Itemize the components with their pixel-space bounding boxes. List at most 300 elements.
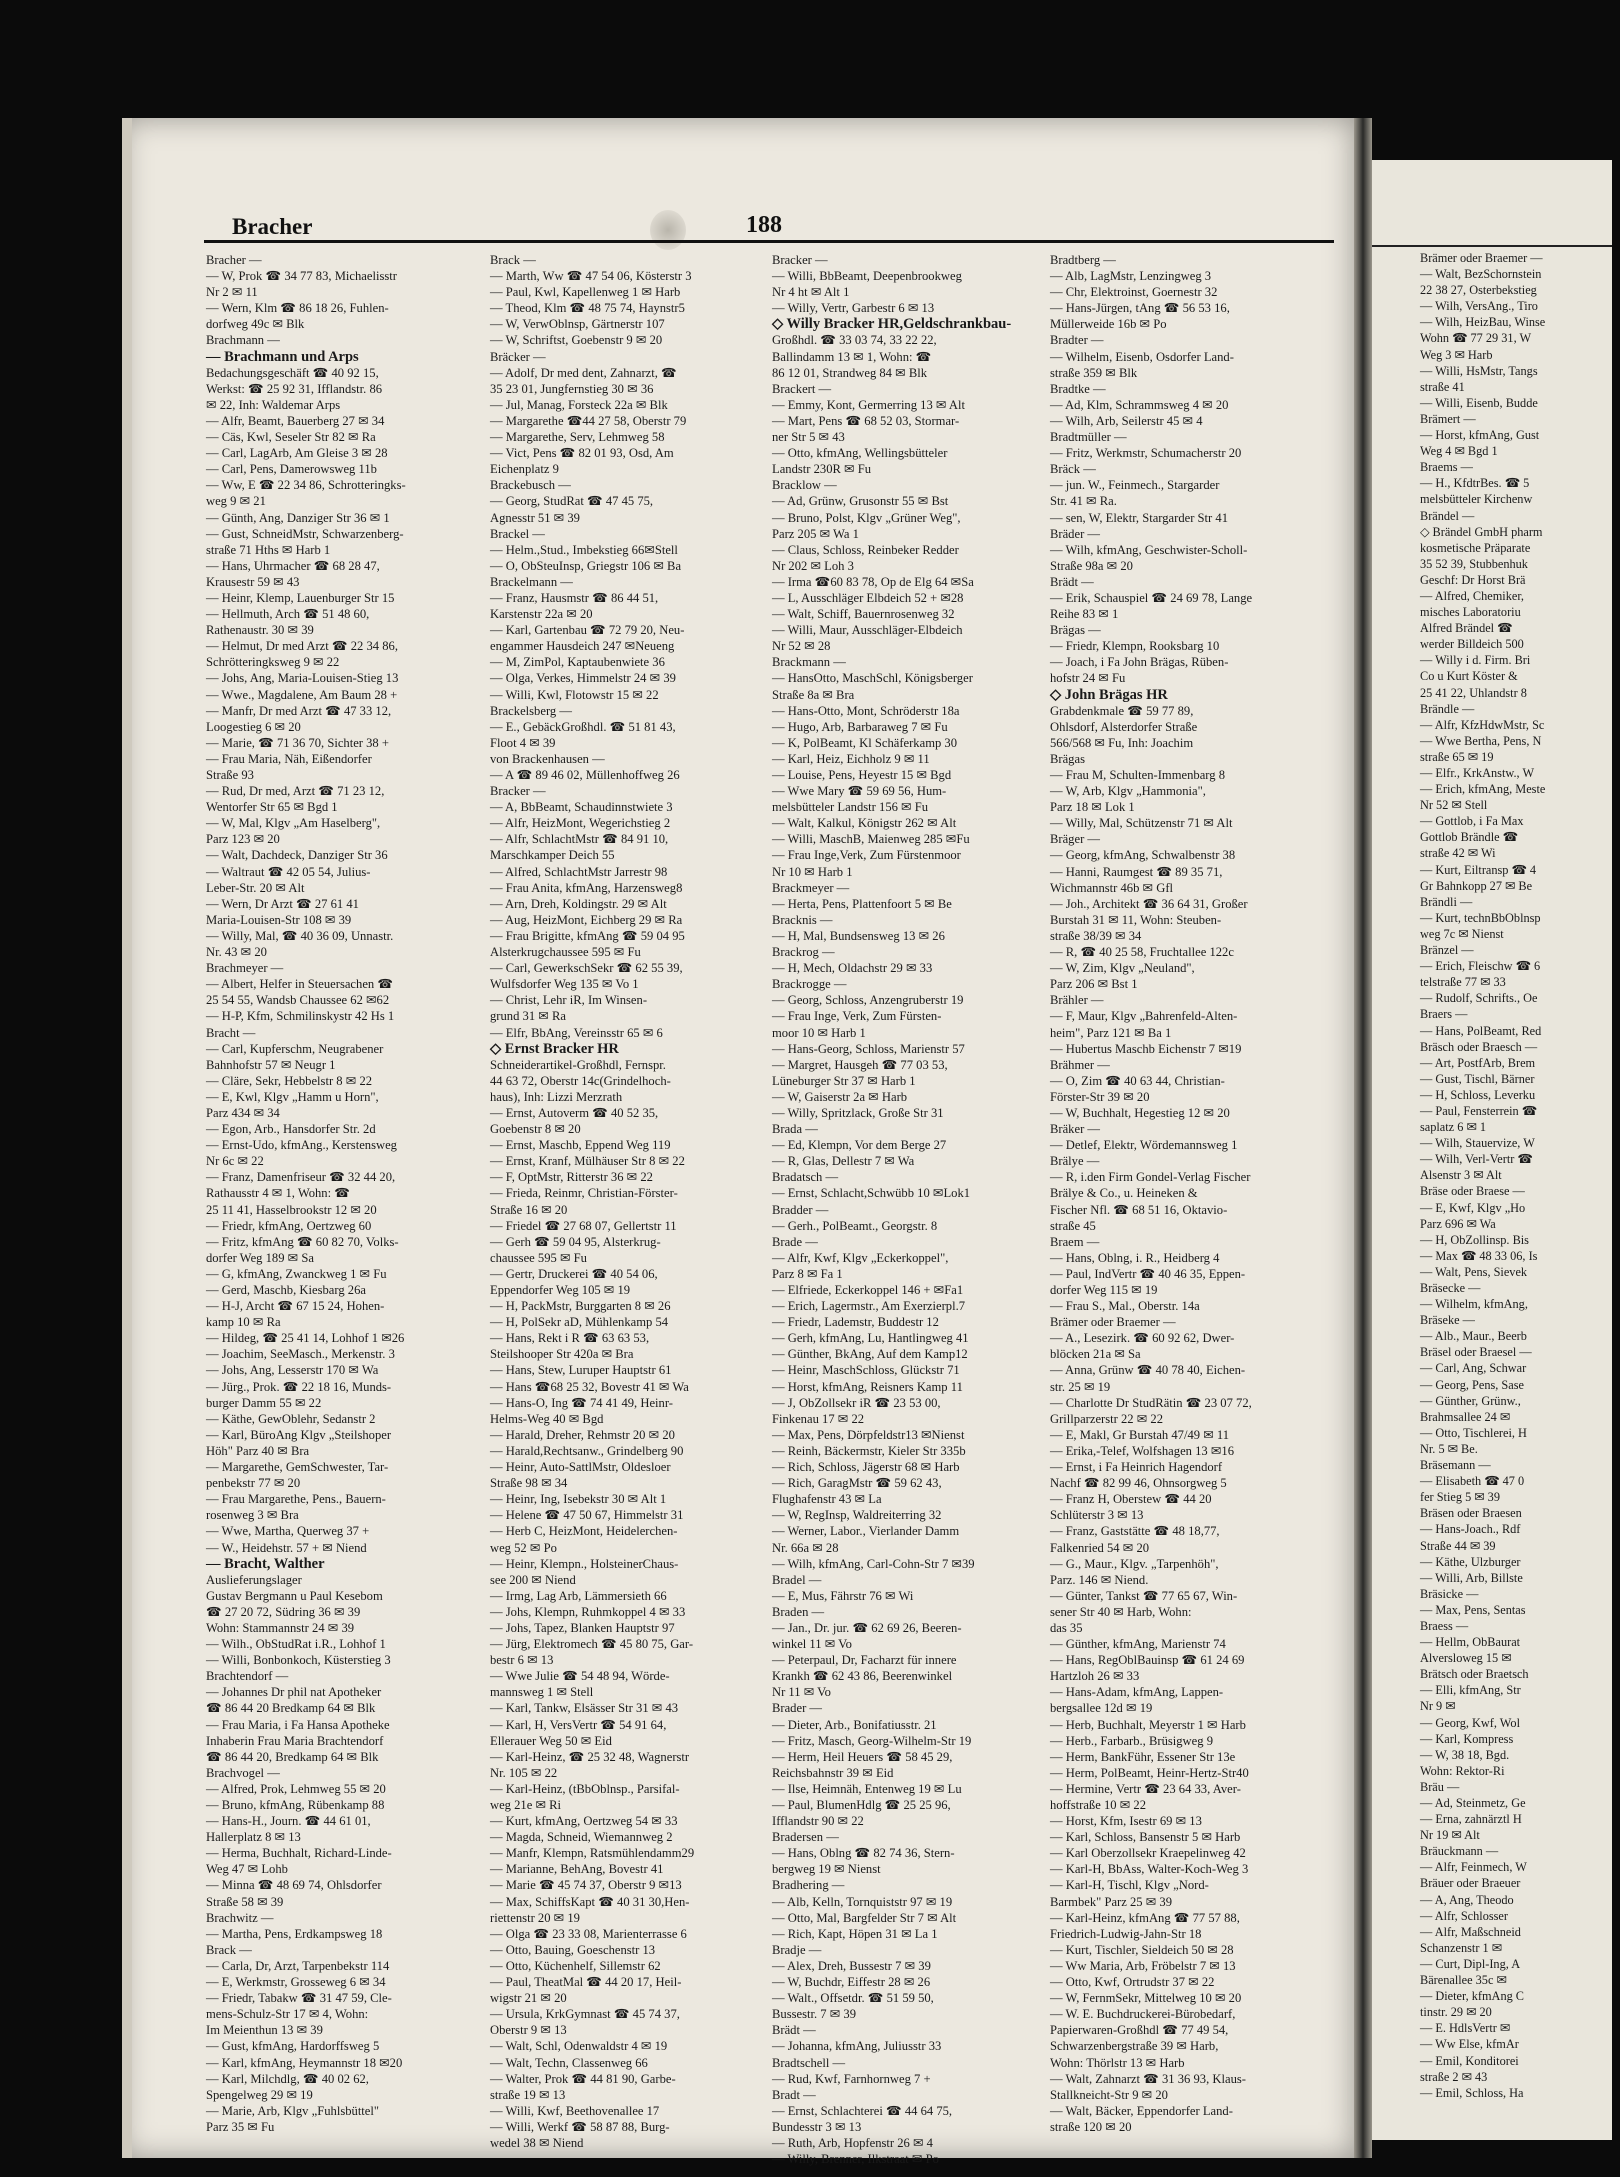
- directory-entry: Fischer Nfl. ☎ 68 51 16, Oktavio-: [1050, 1202, 1228, 1217]
- directory-entry: — Carl, GewerkschSekr ☎ 62 55 39,: [490, 961, 683, 976]
- directory-entry: — Wilh, Verl-Vertr ☎: [1420, 1152, 1533, 1167]
- directory-entry: — Frieda, Reinmr, Christian-Förster-: [490, 1186, 678, 1201]
- directory-entry: — Friedel ☎ 27 68 07, Gellertstr 11: [490, 1218, 677, 1233]
- directory-entry: — H-P, Kfm, Schmilinskystr 42 Hs 1: [206, 1009, 395, 1024]
- directory-entry: — Herm, PolBeamt, Heinr-Hertz-Str40: [1050, 1765, 1249, 1780]
- directory-entry: — Käthe, Ulzburger: [1420, 1554, 1521, 1569]
- directory-entry: — Horst, kfmAng, Gust: [1420, 428, 1540, 443]
- directory-entry: — Walt, Dachdeck, Danziger Str 36: [206, 848, 388, 863]
- directory-entry: — Wwe, Martha, Querweg 37 +: [206, 1524, 370, 1539]
- directory-entry: Bradt —: [772, 2087, 816, 2102]
- directory-entry: Brackebusch —: [490, 478, 571, 493]
- directory-entry: 86 12 01, Strandweg 84 ✉ Blk: [772, 365, 928, 380]
- directory-entry: — Elfriede, Eckerkoppel 146 + ✉Fa1: [772, 1283, 964, 1297]
- directory-entry: — Ernst, Autoverm ☎ 40 52 35,: [490, 1105, 659, 1120]
- directory-entry: Brackmann —: [772, 655, 846, 670]
- directory-entry: Nr 9 ✉: [1420, 1699, 1456, 1714]
- directory-entry: Geschf: Dr Horst Brä: [1420, 572, 1526, 587]
- directory-entry: — Jürg., Prok. ☎ 22 18 16, Munds-: [206, 1379, 392, 1394]
- directory-entry: Braem —: [1050, 1234, 1100, 1249]
- directory-entry: weg 52 ✉ Po: [490, 1540, 557, 1555]
- directory-entry: — Herta, Pens, Plattenfoort 5 ✉ Be: [772, 896, 952, 911]
- directory-entry: Bräker —: [1050, 1122, 1101, 1137]
- directory-entry: straße 42 ✉ Wi: [1420, 846, 1496, 861]
- directory-entry: — W. E. Buchdruckerei-Bürobedarf,: [1050, 2007, 1236, 2022]
- directory-entry: — Adolf, Dr med dent, Zahnarzt, ☎: [490, 365, 677, 380]
- directory-entry: Nr. 66a ✉ 28: [772, 1540, 839, 1555]
- directory-entry: telstraße 77 ✉ 33: [1420, 975, 1506, 990]
- directory-entry: Wohn: Thörlstr 13 ✉ Harb: [1050, 2055, 1185, 2070]
- directory-entry: — Wilh, kfmAng, Carl-Cohn-Str 7 ✉39: [772, 1556, 975, 1571]
- directory-entry: — A., Lesezirk. ☎ 60 92 62, Dwer-: [1050, 1331, 1235, 1346]
- directory-entry: dorfweg 49c ✉ Blk: [206, 317, 305, 332]
- directory-entry: — Heinr, MaschSchloss, Glückstr 71: [772, 1363, 960, 1378]
- directory-entry: Im Meienthun 13 ✉ 39: [206, 2023, 323, 2038]
- directory-entry: Werkst: ☎ 25 92 31, Ifflandstr. 86: [206, 381, 383, 396]
- directory-entry: — Heinr, Klempn., HolsteinerChaus-: [490, 1556, 679, 1571]
- directory-entry: Brämer oder Braemer —: [1420, 251, 1543, 265]
- directory-entry: — Martha, Pens, Erdkampsweg 18: [206, 1926, 383, 1941]
- directory-entry: — Karl, Gartenbau ☎ 72 79 20, Neu-: [490, 623, 685, 638]
- directory-entry: — Kurt, Eiltransp ☎ 4: [1420, 862, 1537, 877]
- directory-entry: — Margret, Hausgeh ☎ 77 03 53,: [772, 1057, 948, 1072]
- directory-entry: — Willi, Kwf, Beethovenallee 17: [490, 2103, 660, 2118]
- directory-entry: Bärenallee 35c ✉: [1420, 1973, 1507, 1988]
- directory-entry: — Frau Maria, i Fa Hansa Apotheke: [206, 1717, 390, 1732]
- directory-entry: — Carl, Pens, Damerowsweg 11b: [206, 462, 377, 477]
- directory-entry: Brätsch oder Braetsch: [1420, 1667, 1529, 1682]
- directory-entry: wedel 38 ✉ Niend: [490, 2135, 584, 2150]
- directory-entry: — Willy, Brenner, Ilkstraat ✉ Po: [772, 2152, 939, 2167]
- directory-entry: von Brackenhausen —: [490, 751, 605, 766]
- directory-entry: Str. 41 ✉ Ra.: [1050, 494, 1117, 509]
- directory-entry: Parz 8 ✉ Fa 1: [772, 1266, 843, 1281]
- directory-entry: Bradatsch —: [772, 1170, 839, 1185]
- directory-entry: — Karl-H, Tischl, Klgv „Nord-: [1050, 1878, 1209, 1893]
- directory-entry: Bräse oder Braese —: [1420, 1184, 1525, 1199]
- directory-entry: — Ruth, Arb, Hopfenstr 26 ✉ 4: [772, 2135, 933, 2150]
- directory-entry: — W, Schriftst, Goebenstr 9 ✉ 20: [490, 333, 663, 348]
- directory-entry: — Egon, Arb., Hansdorfer Str. 2d: [206, 1122, 376, 1137]
- directory-entry: Brahmsallee 24 ✉: [1420, 1409, 1511, 1424]
- directory-entry: — Reinh, Bäckermstr, Kieler Str 335b: [772, 1443, 966, 1458]
- directory-entry: Schrötteringksweg 9 ✉ 22: [206, 655, 340, 670]
- directory-entry: Bahnhofstr 57 ✉ Neugr 1: [206, 1057, 336, 1072]
- directory-entry: — W, VerwOblnsp, Gärtnerstr 107: [490, 317, 665, 332]
- directory-entry: Bradtmüller —: [1050, 430, 1127, 445]
- directory-entry: Krausestr 59 ✉ 43: [206, 574, 300, 589]
- directory-entry: — Ed, Klempn, Vor dem Berge 27: [772, 1138, 947, 1153]
- directory-entry: — Ernst, i Fa Heinrich Hagendorf: [1050, 1460, 1223, 1475]
- directory-entry: Landstr 230R ✉ Fu: [772, 462, 872, 477]
- directory-entry: — R, i.den Firm Gondel-Verlag Fischer: [1050, 1170, 1251, 1185]
- directory-entry: — Frau M, Schulten-Immenbarg 8: [1050, 768, 1226, 782]
- directory-entry: — Alfr, Schlosser: [1420, 1908, 1508, 1923]
- directory-entry: — Ernst, Schlacht,Schwübb 10 ✉Lok1: [772, 1186, 971, 1201]
- directory-entry: — Ernst, Maschb, Eppend Weg 119: [490, 1138, 671, 1153]
- directory-entry: — Irma ☎60 83 78, Op de Elg 64 ✉Sa: [772, 574, 974, 589]
- directory-entry: Ohlsdorf, Alsterdorfer Straße: [1050, 719, 1198, 734]
- directory-entry: Brack —: [206, 1942, 252, 1957]
- directory-entry: — Frau Maria, Näh, Eißendorfer: [206, 751, 372, 766]
- directory-entry: Papierwaren-Großhdl ☎ 77 49 54,: [1050, 2023, 1229, 2038]
- directory-entry: — Curt, Dipl-Ing, A: [1420, 1956, 1521, 1971]
- directory-entry: Lüneburger Str 37 ✉ Harb 1: [772, 1073, 916, 1088]
- directory-entry: — Hildeg, ☎ 25 41 14, Lohhof 1 ✉26: [206, 1331, 405, 1346]
- directory-entry: Müllerweide 16b ✉ Po: [1050, 317, 1167, 332]
- directory-entry: — Willy i d. Firm. Bri: [1420, 653, 1531, 668]
- directory-entry: — Wilh, HeizBau, Winse: [1420, 315, 1546, 330]
- directory-entry: — Wilhelm, kfmAng,: [1420, 1297, 1528, 1312]
- directory-entry: Brändle —: [1420, 701, 1475, 716]
- directory-entry: — Hermine, Vertr ☎ 23 64 33, Aver-: [1050, 1781, 1241, 1796]
- directory-entry: — Max, Pens, Sentas: [1420, 1602, 1526, 1617]
- directory-entry: Schanzenstr 1 ✉: [1420, 1940, 1503, 1955]
- directory-entry: Loogestieg 6 ✉ 20: [206, 719, 301, 734]
- directory-entry: ◇ Brändel GmbH pharm: [1420, 524, 1543, 539]
- directory-entry: Parz 18 ✉ Lok 1: [1050, 800, 1135, 815]
- directory-entry: — Karl, BüroAng Klgv „Steilshoper: [206, 1427, 392, 1442]
- directory-entry: Brackrog —: [772, 945, 835, 960]
- directory-entry: — sen, W, Elektr, Stargarder Str 41: [1050, 510, 1228, 525]
- directory-entry: — Waltraut ☎ 42 05 54, Julius-: [206, 864, 371, 879]
- directory-entry: — Olga, Verkes, Himmelstr 24 ✉ 39: [490, 671, 676, 686]
- directory-entry: — Albert, Helfer in Steuersachen ☎: [206, 977, 394, 992]
- directory-entry: straße 38/39 ✉ 34: [1050, 928, 1142, 943]
- directory-entry: — Ad, Grünw, Grusonstr 55 ✉ Bst: [772, 494, 949, 509]
- directory-entry: weg 7c ✉ Nienst: [1420, 926, 1504, 941]
- directory-entry: tinstr. 29 ✉ 20: [1420, 2005, 1492, 2020]
- directory-entry: — Walt, Pens, Sievek: [1420, 1264, 1528, 1279]
- directory-entry: — Helmut, Dr med Arzt ☎ 22 34 86,: [206, 639, 398, 654]
- directory-entry: — Horst, Kfm, Isestr 69 ✉ 13: [1050, 1814, 1202, 1829]
- directory-entry: Brändli —: [1420, 894, 1473, 909]
- directory-entry: — Alfred, Chemiker,: [1420, 588, 1525, 603]
- directory-entry: Bracklow —: [772, 478, 837, 493]
- directory-entry: saplatz 6 ✉ 1: [1420, 1120, 1486, 1135]
- directory-entry: Reichsbahnstr 39 ✉ Eid: [772, 1765, 894, 1780]
- directory-entry: — Theod, Klm ☎ 48 75 74, Haynstr5: [490, 301, 685, 316]
- directory-entry: — Hans, PolBeamt, Red: [1420, 1023, 1542, 1038]
- directory-entry: — Rud, Kwf, Farnhornweg 7 +: [772, 2071, 931, 2086]
- directory-entry: — Hans-H., Journ. ☎ 44 61 01,: [206, 1814, 371, 1829]
- directory-entry: — Georg, kfmAng, Schwalbenstr 38: [1050, 848, 1236, 863]
- directory-entry: — Hans-Otto, Mont, Schröderstr 18a: [772, 703, 960, 718]
- directory-entry: — Otto, Tischlerei, H: [1420, 1425, 1527, 1440]
- directory-entry: — Hans-Joach., Rdf: [1420, 1522, 1521, 1537]
- directory-entry: bergweg 19 ✉ Nienst: [772, 1862, 881, 1877]
- directory-entry: — Joachim, SeeMasch., Merkenstr. 3: [206, 1347, 395, 1362]
- directory-entry: — Wilh, Arb, Seilerstr 45 ✉ 4: [1050, 413, 1203, 428]
- directory-entry: — Johs, Tapez, Blanken Hauptstr 97: [490, 1620, 675, 1635]
- directory-entry: — Karl-H, BbAss, Walter-Koch-Weg 3: [1050, 1862, 1249, 1877]
- directory-entry: grund 31 ✉ Ra: [490, 1009, 566, 1024]
- directory-entry: — Marianne, BehAng, Bovestr 41: [490, 1862, 664, 1877]
- directory-entry: Bracher —: [206, 253, 262, 267]
- directory-entry: — H., KfdtrBes. ☎ 5: [1420, 476, 1530, 491]
- directory-entry: — Cläre, Sekr, Hebbelstr 8 ✉ 22: [206, 1073, 373, 1088]
- directory-entry: Nr 19 ✉ Alt: [1420, 1828, 1480, 1843]
- directory-entry: — Herb., Farbarb., Brüsigweg 9: [1050, 1733, 1213, 1748]
- directory-entry: weg 21e ✉ Ri: [490, 1798, 562, 1812]
- directory-entry: — Carla, Dr, Arzt, Tarpenbekstr 114: [206, 1958, 390, 1973]
- directory-entry: ner Str 5 ✉ 43: [772, 430, 845, 445]
- directory-entry: — E, Kwl, Klgv „Hamm u Horn",: [206, 1089, 379, 1104]
- directory-entry: — Margarethe ☎44 27 58, Oberstr 79: [490, 413, 687, 428]
- directory-entry: Stallkneicht-Str 9 ✉ 20: [1050, 2087, 1168, 2102]
- directory-entry: Oberstr 9 ✉ 13: [490, 2023, 567, 2038]
- directory-entry: Nr 6c ✉ 22: [206, 1154, 264, 1169]
- directory-entry: Alsterkrugchaussee 595 ✉ Fu: [490, 945, 641, 960]
- directory-entry: Friedrich-Ludwig-Jahn-Str 18: [1050, 1926, 1202, 1941]
- directory-entry: — Marie, Arb, Klgv „Fuhlsbüttel": [206, 2103, 380, 2118]
- directory-entry: penbekstr 77 ✉ 20: [206, 1476, 301, 1491]
- directory-entry: Bradter —: [1050, 333, 1104, 348]
- directory-entry: — Willi, Maur, Ausschläger-Elbdeich: [772, 623, 963, 638]
- directory-entry: — Alfr, Beamt, Bauerberg 27 ✉ 34: [206, 413, 385, 428]
- directory-entry: Straße 98 ✉ 34: [490, 1476, 568, 1491]
- directory-entry: — Ww Maria, Arb, Fröbelstr 7 ✉ 13: [1050, 1958, 1236, 1973]
- directory-entry: — Willi, Bonbonkoch, Küsterstieg 3: [206, 1653, 391, 1668]
- directory-entry: Bracht —: [206, 1025, 256, 1040]
- directory-entry: Goebenstr 8 ✉ 20: [490, 1122, 581, 1137]
- directory-entry: Steilshooper Str 420a ✉ Bra: [490, 1347, 634, 1362]
- directory-entry: — Johs, Klempn, Ruhmkoppel 4 ✉ 33: [490, 1604, 686, 1619]
- directory-entry: — Käthe, GewOblehr, Sedanstr 2: [206, 1411, 376, 1426]
- directory-entry: Hallerplatz 8 ✉ 13: [206, 1830, 301, 1845]
- directory-entry: Bräuckmann —: [1420, 1844, 1499, 1859]
- directory-entry: — Kurt, kfmAng, Oertzweg 54 ✉ 33: [490, 1814, 678, 1829]
- directory-entry: — Franz, Gaststätte ☎ 48 18,77,: [1050, 1524, 1220, 1539]
- directory-entry: Bräsch oder Braesch —: [1420, 1039, 1538, 1054]
- directory-entry: — W, Arb, Klgv „Hammonia",: [1050, 784, 1206, 799]
- directory-entry: — Wilh, Stauervize, W: [1420, 1136, 1535, 1151]
- directory-entry: — Heinr, Auto-SattlMstr, Oldesloer: [490, 1460, 671, 1475]
- directory-entry: straße 19 ✉ 13: [490, 2087, 566, 2102]
- directory-entry: — Elfr, BbAng, Vereinsstr 65 ✉ 6: [490, 1025, 663, 1040]
- directory-entry: — Karl-Heinz, kfmAng ☎ 77 57 88,: [1050, 1910, 1240, 1925]
- directory-entry: — Walt, Schl, Odenwaldstr 4 ✉ 19: [490, 2039, 668, 2054]
- directory-entry: Bräsen oder Braesen: [1420, 1506, 1522, 1521]
- right-page-column: [1420, 250, 1620, 2100]
- directory-entry: das 35: [1050, 1620, 1083, 1635]
- directory-entry: — W, Mal, Klgv „Am Haselberg",: [206, 816, 381, 831]
- directory-entry: — Walt, Bäcker, Eppendorfer Land-: [1050, 2103, 1233, 2118]
- directory-entry: — Paul, IndVertr ☎ 40 46 35, Eppen-: [1050, 1266, 1246, 1281]
- directory-entry: straße 65 ✉ 19: [1420, 749, 1494, 764]
- directory-entry: — Horst, kfmAng, Reisners Kamp 11: [772, 1379, 963, 1394]
- directory-entry: Grillparzerstr 22 ✉ 22: [1050, 1411, 1164, 1426]
- directory-entry: rosenweg 3 ✉ Bra: [206, 1508, 299, 1523]
- directory-entry: kosmetische Präparate: [1420, 540, 1531, 555]
- directory-entry: — W, RegInsp, Waldreiterring 32: [772, 1508, 942, 1523]
- directory-entry: — Alfr, Maßschneid: [1420, 1924, 1521, 1939]
- directory-entry: misches Laboratoriu: [1420, 605, 1521, 620]
- directory-entry: Brägas —: [1050, 623, 1101, 638]
- directory-entry: — Rich, GaragMstr ☎ 59 62 43,: [772, 1476, 942, 1491]
- directory-entry: — Claus, Schloss, Reinbeker Redder: [772, 542, 959, 557]
- directory-entry: Eichenplatz 9: [490, 462, 559, 477]
- directory-entry: — G, kfmAng, Zwanckweg 1 ✉ Fu: [206, 1266, 387, 1281]
- directory-entry: — Hans, Rekt i R ☎ 63 63 53,: [490, 1331, 650, 1346]
- directory-entry: — E, Mus, Fährstr 76 ✉ Wi: [772, 1588, 914, 1603]
- directory-entry: — Walt, Kalkul, Königstr 262 ✉ Alt: [772, 816, 957, 831]
- directory-entry: mens-Schulz-Str 17 ✉ 4, Wohn:: [206, 2007, 369, 2022]
- directory-entry: — Erich, Lagermstr., Am Exerzierpl.7: [772, 1299, 966, 1314]
- directory-entry: Wentorfer Str 65 ✉ Bgd 1: [206, 800, 338, 815]
- directory-entry: — Georg, Pens, Sase: [1420, 1377, 1524, 1392]
- directory-entry: — O, Zim ☎ 40 63 44, Christian-: [1050, 1073, 1225, 1088]
- directory-entry: — Brachmann und Arps: [206, 348, 359, 365]
- directory-entry: — Cäs, Kwl, Seseler Str 82 ✉ Ra: [206, 430, 376, 445]
- directory-entry: — Helm.,Stud., Imbekstieg 66✉Stell: [490, 542, 678, 557]
- directory-entry: — Alfr, Feinmech, W: [1420, 1860, 1527, 1875]
- directory-entry: — Hans, Stew, Luruper Hauptstr 61: [490, 1363, 672, 1378]
- directory-entry: Bracker —: [490, 784, 546, 799]
- directory-entry: ◇ Ernst Bracker HR: [490, 1040, 619, 1057]
- directory-entry: — Heinr, Ing, Isebekstr 30 ✉ Alt 1: [490, 1492, 667, 1507]
- directory-entry: 566/568 ✉ Fu, Inh: Joachim: [1050, 735, 1194, 750]
- directory-entry: — Alb., Maur., Beerb: [1420, 1329, 1527, 1344]
- directory-entry: — H, Schloss, Leverku: [1420, 1087, 1536, 1102]
- directory-entry: dorfer Weg 115 ✉ 19: [1050, 1283, 1158, 1297]
- directory-entry: Weg 3 ✉ Harb: [1420, 347, 1493, 362]
- directory-entry: ✉ 22, Inh: Waldemar Arps: [206, 397, 341, 412]
- directory-entry: — jun. W., Feinmech., Stargarder: [1050, 478, 1220, 493]
- directory-entry: Eppendorfer Weg 105 ✉ 19: [490, 1283, 631, 1297]
- directory-entry: Bräck —: [1050, 462, 1096, 477]
- directory-entry: Brachvogel —: [206, 1765, 280, 1780]
- directory-entry: Straße 8a ✉ Bra: [772, 687, 855, 702]
- directory-entry: Parz 696 ✉ Wa: [1420, 1216, 1496, 1231]
- directory-entry: — Max, Pens, Dörpfeldstr13 ✉Nienst: [772, 1427, 965, 1442]
- directory-entry: — Ad, Steinmetz, Ge: [1420, 1796, 1526, 1810]
- directory-entry: Bradder —: [772, 1202, 829, 1217]
- directory-entry: — L, Ausschläger Elbdeich 52 + ✉28: [772, 590, 964, 605]
- directory-entry: — Manfr, Dr med Arzt ☎ 47 33 12,: [206, 703, 392, 718]
- directory-entry: — Otto, Kwf, Ortrudstr 37 ✉ 22: [1050, 1975, 1215, 1990]
- directory-entry: — Rud, Dr med, Arzt ☎ 71 23 12,: [206, 784, 385, 799]
- directory-entry: — Karl, Milchdlg, ☎ 40 02 62,: [206, 2071, 369, 2086]
- directory-entry: — E, Werkmstr, Grosseweg 6 ✉ 34: [206, 1975, 386, 1990]
- directory-entry: — Walt, Techn, Classenweg 66: [490, 2055, 648, 2070]
- directory-entry: Nr 11 ✉ Vo: [772, 1685, 831, 1700]
- directory-entry: Rathausstr 4 ✉ 1, Wohn: ☎: [206, 1186, 350, 1201]
- directory-entry: — Wwe., Magdalene, Am Baum 28 +: [206, 687, 398, 702]
- directory-entry: Alsenstr 3 ✉ Alt: [1420, 1168, 1502, 1183]
- directory-entry: engammer Hausdeich 247 ✉Neueng: [490, 639, 675, 654]
- directory-entry: Gottlob Brändle ☎: [1420, 830, 1518, 845]
- directory-entry: — Walt., Offsetdr. ☎ 51 59 50,: [772, 1991, 934, 2006]
- directory-entry: — Alfr, HeizMont, Wegerichstieg 2: [490, 816, 671, 831]
- page-edge: [122, 118, 132, 2158]
- directory-entry: kamp 10 ✉ Ra: [206, 1315, 281, 1330]
- book-spine: [1354, 118, 1372, 2158]
- directory-entry: str. 25 ✉ 19: [1050, 1379, 1111, 1394]
- directory-entry: Bräsemann —: [1420, 1458, 1491, 1473]
- directory-entry: — Carl, LagArb, Am Gleise 3 ✉ 28: [206, 446, 388, 461]
- directory-entry: — Ursula, KrkGymnast ☎ 45 74 37,: [490, 2007, 680, 2022]
- directory-entry: — Karl, Tankw, Elsässer Str 31 ✉ 43: [490, 1701, 679, 1716]
- directory-entry: Bradersen —: [772, 1830, 839, 1845]
- directory-entry: — Manfr, Klempn, Ratsmühlendamm29: [490, 1846, 695, 1861]
- directory-entry: — Jul, Manag, Forsteck 22a ✉ Blk: [490, 397, 668, 412]
- directory-entry: Schneiderartikel-Großhdl, Fernspr.: [490, 1057, 666, 1072]
- directory-entry: — Wilh, kfmAng, Geschwister-Scholl-: [1050, 542, 1248, 557]
- directory-entry: — G., Maur., Klgv. „Tarpenhöh",: [1050, 1556, 1219, 1571]
- directory-entry: — Kurt, technBbOblnsp: [1420, 910, 1541, 925]
- directory-entry: — H-J, Archt ☎ 67 15 24, Hohen-: [206, 1299, 385, 1314]
- page-number: 188: [746, 212, 782, 238]
- directory-entry: Parz. 146 ✉ Niend.: [1050, 1572, 1149, 1587]
- directory-entry: Rathenaustr. 30 ✉ 39: [206, 623, 314, 638]
- directory-entry: — Karl, kfmAng, Heymannstr 18 ✉20: [206, 2055, 403, 2070]
- directory-entry: — Elli, kfmAng, Str: [1420, 1683, 1521, 1698]
- directory-entry: straße 359 ✉ Blk: [1050, 365, 1138, 380]
- directory-entry: — Willy, Vertr, Garbestr 6 ✉ 13: [772, 301, 935, 316]
- directory-entry: — Willi, MaschB, Maienweg 285 ✉Fu: [772, 832, 970, 847]
- directory-entry: Bradhering —: [772, 1878, 845, 1893]
- directory-entry: — Günter, Tankst ☎ 77 65 67, Win-: [1050, 1588, 1238, 1603]
- directory-entry: — Paul, Kwl, Kapellenweg 1 ✉ Harb: [490, 285, 681, 300]
- directory-entry: Bräder —: [1050, 526, 1101, 541]
- ink-blot-icon: [650, 210, 686, 250]
- directory-entry: — M, ZimPol, Kaptaubenwiete 36: [490, 655, 665, 670]
- directory-entry: — Wern, Klm ☎ 86 18 26, Fuhlen-: [206, 301, 389, 316]
- directory-entry: — Karl-Heinz, ☎ 25 32 48, Wagnerstr: [490, 1749, 690, 1764]
- directory-entry: Gustav Bergmann u Paul Kesebom: [206, 1588, 383, 1603]
- directory-entry: — Günth, Ang, Danziger Str 36 ✉ 1: [206, 510, 390, 525]
- directory-entry: — W., Heidehstr. 57 + ✉ Niend: [206, 1540, 367, 1555]
- directory-entry: Bracker —: [772, 253, 828, 267]
- directory-entry: — Fritz, kfmAng ☎ 60 82 70, Volks-: [206, 1234, 399, 1249]
- directory-entry: Bräsicke —: [1420, 1586, 1479, 1601]
- directory-entry: Parz 434 ✉ 34: [206, 1105, 280, 1120]
- directory-entry: Höh" Parz 40 ✉ Bra: [206, 1443, 310, 1458]
- directory-entry: — Gust, Tischl, Bärner: [1420, 1071, 1535, 1086]
- directory-entry: — Alfr, KfzHdwMstr, Sc: [1420, 717, 1545, 732]
- directory-entry: Agnesstr 51 ✉ 39: [490, 510, 580, 525]
- directory-entry: — Hans, Oblng ☎ 82 74 36, Stern-: [772, 1846, 955, 1861]
- directory-entry: Krankh ☎ 62 43 86, Beerenwinkel: [772, 1669, 953, 1684]
- directory-entry: Bedachungsgeschäft ☎ 40 92 15,: [206, 365, 379, 380]
- directory-entry: Braden —: [772, 1604, 825, 1619]
- directory-entry: Brachtendorf —: [206, 1669, 289, 1684]
- directory-entry: — Johs, Ang, Lesserstr 170 ✉ Wa: [206, 1363, 379, 1378]
- directory-entry: Bräuer oder Braeuer: [1420, 1876, 1521, 1891]
- directory-entry: — Art, PostfArb, Brem: [1420, 1055, 1536, 1070]
- directory-entry: Bränzel —: [1420, 943, 1474, 958]
- directory-entry: blöcken 21a ✉ Sa: [1050, 1347, 1141, 1362]
- directory-entry: — Marth, Ww ☎ 47 54 06, Kösterstr 3: [490, 269, 692, 284]
- directory-entry: — Walter, Prok ☎ 44 81 90, Garbe-: [490, 2071, 676, 2086]
- directory-entry: — Magda, Schneid, Wiemannweg 2: [490, 1830, 673, 1845]
- directory-entry: — Erik, Schauspiel ☎ 24 69 78, Lange: [1050, 590, 1253, 605]
- directory-entry: — Gust, SchneidMstr, Schwarzenberg-: [206, 526, 404, 541]
- directory-entry: Wohn ☎ 77 29 31, W: [1420, 331, 1532, 346]
- directory-entry: — Emil, Schloss, Ha: [1420, 2085, 1524, 2100]
- directory-entry: — Elisabeth ☎ 47 0: [1420, 1474, 1525, 1489]
- directory-entry: Bradtschell —: [772, 2055, 846, 2070]
- directory-entry: — Hans, Uhrmacher ☎ 68 28 47,: [206, 558, 380, 573]
- directory-entry: hoffstraße 10 ✉ 22: [1050, 1798, 1147, 1812]
- directory-entry: — Wern, Dr Arzt ☎ 27 61 41: [206, 896, 359, 911]
- directory-entry: — Otto, kfmAng, Wellingsbütteler: [772, 446, 948, 461]
- directory-entry: Wohn: Stammannstr 24 ✉ 39: [206, 1620, 355, 1635]
- directory-entry: — Hugo, Arb, Barbaraweg 7 ✉ Fu: [772, 719, 948, 734]
- directory-entry: Brändel —: [1420, 508, 1475, 523]
- directory-entry: — Margarethe, GemSchwester, Tar-: [206, 1460, 389, 1475]
